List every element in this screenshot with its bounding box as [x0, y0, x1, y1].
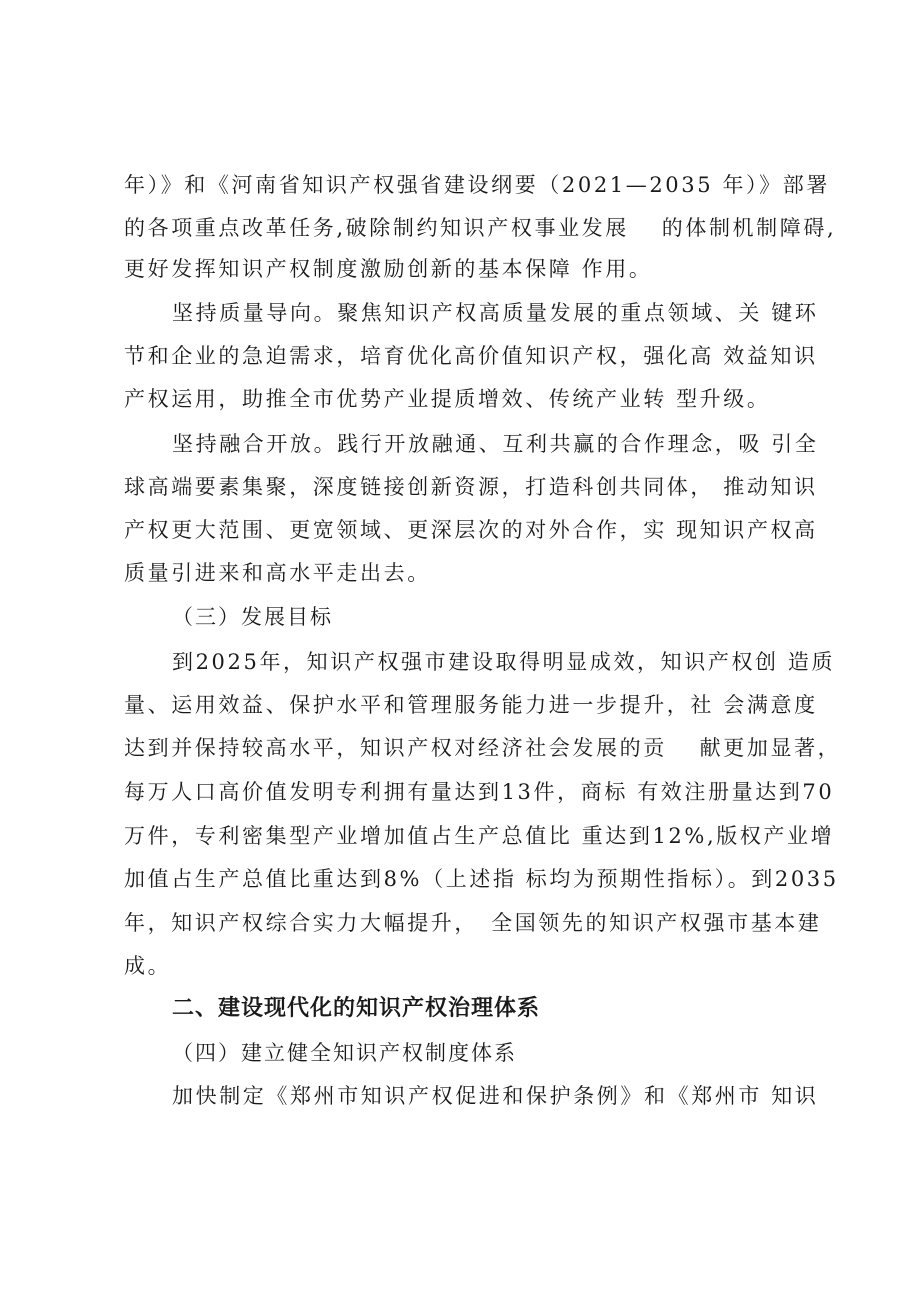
paragraph-line: 年）》和《河南省知识产权强省建设纲要（2021—2035 年）》部署 — [124, 173, 830, 197]
paragraph-line: 坚持质量导向。聚焦知识产权高质量发展的重点领域、关 键环 — [172, 301, 819, 325]
paragraph-line: 球高端要素集聚，深度链接创新资源，打造科创共同体， 推动知识 — [124, 475, 818, 499]
paragraph-line: 的各项重点改革任务,破除制约知识产权事业发展 的体制机制障碍, — [124, 216, 837, 240]
paragraph-line: 产权运用，助推全市优势产业提质增效、传统产业转 型升级。 — [124, 387, 771, 411]
paragraph-line: 加快制定《郑州市知识产权促进和保护条例》和《郑州市 知识 — [172, 1084, 819, 1108]
paragraph-line: 每万人口高价值发明专利拥有量达到13件，商标 有效注册量达到70 — [124, 780, 835, 804]
paragraph-line: 到2025年，知识产权强市建设取得明显成效，知识产权创 造质 — [172, 650, 836, 674]
paragraph-line: 节和企业的急迫需求，培育优化高价值知识产权，强化高 效益知识 — [124, 344, 818, 368]
paragraph-line: 成。 — [124, 954, 172, 978]
paragraph-line: 产权更大范围、更宽领域、更深层次的对外合作，实 现知识产权高 — [124, 518, 818, 542]
subsection-title: （三）发展目标 — [172, 605, 333, 629]
paragraph-line: 达到并保持较高水平，知识产权对经济社会发展的贡 献更加显著， — [124, 736, 842, 760]
paragraph-line: 更好发挥知识产权制度激励创新的基本保障 作用。 — [124, 257, 653, 281]
subsection-title: （四）建立健全知识产权制度体系 — [172, 1041, 517, 1065]
paragraph-line: 万件，专利密集型产业增加值占生产总值比 重达到12%,版权产业增 — [124, 824, 835, 848]
paragraph-line: 质量引进来和高水平走出去。 — [124, 561, 431, 585]
paragraph-line: 年，知识产权综合实力大幅提升， 全国领先的知识产权强市基本建 — [124, 911, 822, 935]
paragraph-line: 加值占生产总值比重达到8%（上述指 标均为预期性指标）。到2035 — [124, 867, 839, 891]
paragraph-line: 量、运用效益、保护水平和管理服务能力进一步提升，社 会满意度 — [124, 693, 818, 717]
paragraph-line: 坚持融合开放。践行开放融通、互利共赢的合作理念，吸 引全 — [172, 432, 819, 456]
section-heading: 二、建设现代化的知识产权治理体系 — [172, 996, 541, 1021]
